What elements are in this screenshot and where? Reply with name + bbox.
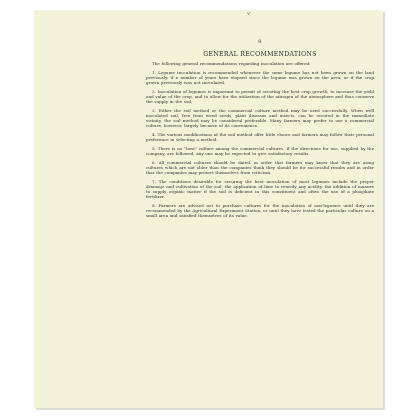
page-number: 8	[258, 39, 262, 45]
recommendation-3: 3. Either the soil method or the commercial culture method may be used successfully. When well inoculated soil, free from weed seeds, plant diseases and insects, can be secured in the immediate vicinity, the soil method may be considered preferable. Many farmers may prefer to use a commercial culture, however, largely because of its convenience.	[146, 107, 374, 129]
page-content	[146, 40, 374, 222]
recommendation-4: 4. The various modifications of the soil method offer little choice and farmers may follow their personal preference in selecting a method.	[146, 132, 374, 143]
document-page	[34, 10, 383, 408]
recommendation-1: 1. Legume inoculation is recommended whenever the same legume has not been grown on the land previously, if a number of years have elapsed since the legume was grown on the area, or if the crop grown previously was not inoculated.	[146, 69, 374, 86]
recommendation-6: 6. All commercial cultures should be dated, in order that farmers may know that they are using cultures which are not older than the companies think they should be for successful results and in order that the companies may protect themselves from criticism.	[146, 159, 374, 175]
section-heading: GENERAL RECOMMENDATIONS	[203, 51, 317, 59]
page-mark: v	[247, 11, 250, 17]
recommendation-2: 2. Inoculation of legumes is important to permit of securing the best crop growth, to increase the yield and value of the crop, and to allow for the utilization of the nitrogen of the atmosphere and thus conserve the supply in the soil.	[146, 88, 374, 105]
recommendation-5: 5. There is no "best" culture among the commercial cultures. If the directions for use, supplied by the company, are followed, any one may be expected to give satisfactory results.	[146, 145, 374, 156]
intro-paragraph: The following general recommendations regarding inoculation are offered:	[152, 61, 311, 67]
recommendation-8: 8. Farmers are advised not to purchase cultures for the inoculation of non-legumes until they are recommended by the Agricultural Experiment Station, or until they have tested the particular culture on a small area and satisfied themselves of its value.	[146, 202, 374, 219]
recommendation-7: 7. The conditions desirable for securing the best inoculation of most legumes include the proper drainage and cultivation of the soil, the application of lime to remedy any acidity, the addition of manure to supply organic matter if the soil is deficient in this constituent and often the use of a phosphate fertilizer.	[146, 178, 374, 200]
